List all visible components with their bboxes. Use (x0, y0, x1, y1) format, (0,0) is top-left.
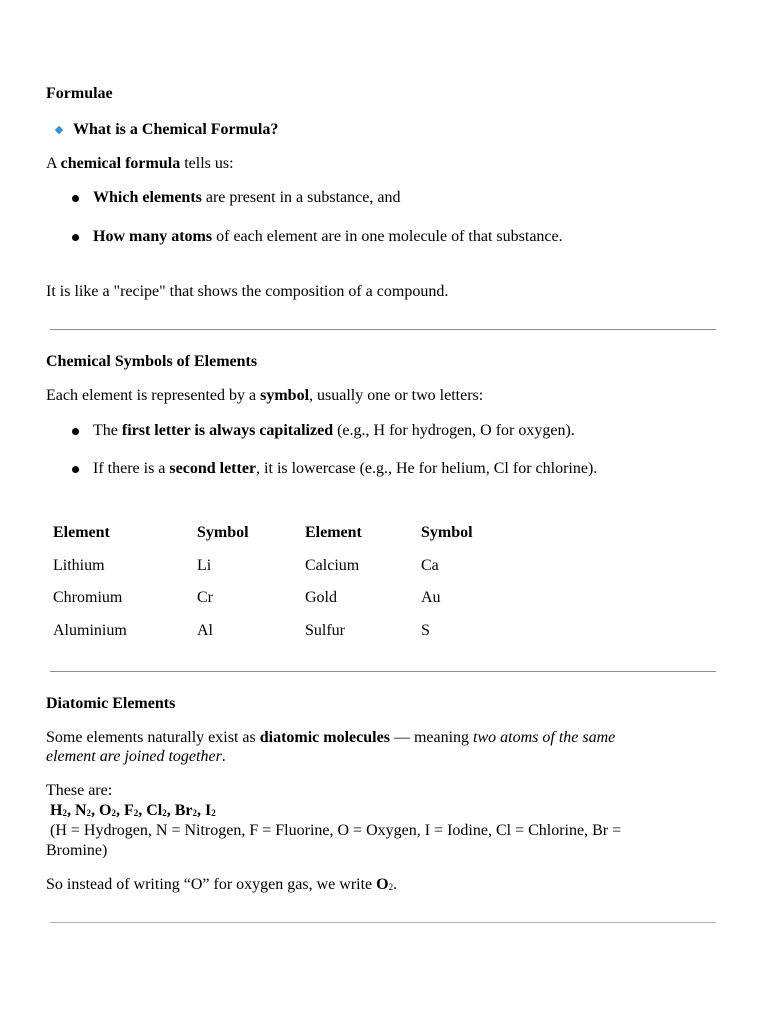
oxygen-subscript: 2 (388, 882, 394, 892)
formula-separator: , (166, 802, 175, 819)
table-cell: Ca (421, 556, 439, 574)
formula-subscript: 2 (162, 808, 167, 818)
bullet-text-tail: (e.g., H for hydrogen, O for oxygen). (333, 422, 575, 439)
bullet-bold: Which elements (93, 189, 202, 206)
bullet-bold: How many atoms (93, 228, 213, 245)
intro-italic: element are joined together (46, 748, 222, 765)
column-header: Symbol (421, 524, 473, 542)
bullet-second-letter (93, 459, 597, 479)
bullet-which-elements (93, 188, 400, 208)
horizontal-divider (50, 329, 716, 330)
chemical-formula-intro (46, 154, 234, 174)
bullet-bold: first letter is always capitalized (121, 422, 334, 439)
formula-separator: , (115, 802, 124, 819)
bullet-how-many-atoms (93, 227, 563, 247)
table-cell: Chromium (53, 589, 123, 607)
column-header: Element (305, 524, 362, 542)
formula-subscript: 2 (111, 808, 116, 818)
diatomic-intro-line2 (46, 747, 226, 767)
formula-subscript: 2 (62, 808, 67, 818)
element-legend-line1: (H = Hydrogen, N = Nitrogen, F = Fluorine, O = Oxygen, I = Iodine, Cl = Chlorine, Br = (50, 822, 622, 839)
bullet-bold: second letter (169, 460, 257, 477)
formula-symbol: Cl (146, 802, 163, 819)
table-cell: Gold (305, 589, 337, 607)
bullet-first-letter (93, 421, 575, 441)
table-header-row (46, 517, 501, 550)
dot-bullet-icon (72, 195, 79, 202)
diamond-bullet-icon (55, 126, 63, 134)
formula-separator: , (197, 802, 206, 819)
intro-period: . (221, 748, 226, 765)
formula-separator: , (66, 802, 75, 819)
formula-symbol: O (99, 802, 112, 819)
column-header: Element (53, 524, 110, 542)
bullet-text: The (93, 422, 122, 439)
formula-subscript: 2 (86, 808, 92, 818)
table-cell: Al (197, 621, 213, 639)
intro-text: Each element is represented by a (46, 387, 261, 404)
diatomic-formula-list (50, 801, 216, 822)
table-cell: Sulfur (305, 621, 345, 639)
table-row (46, 550, 501, 583)
subheading-what-is-chemical-formula: What is a Chemical Formula? (73, 121, 279, 138)
column-header: Symbol (197, 524, 249, 542)
symbols-intro (46, 386, 483, 406)
element-legend-line2: Bromine) (46, 842, 108, 859)
sentence-period: . (393, 876, 398, 893)
formula-symbol: H (50, 802, 63, 819)
oxygen-formula: O (376, 876, 389, 893)
these-are-label: These are: (46, 782, 113, 799)
table-row (46, 582, 501, 615)
intro-text-tail: tells us: (180, 155, 234, 172)
intro-text: Some elements naturally exist as (46, 729, 260, 746)
formula-subscript: 2 (192, 808, 198, 818)
intro-text-mid: — meaning (389, 729, 474, 746)
intro-bold-term: diatomic molecules (259, 729, 390, 746)
horizontal-divider (50, 922, 716, 923)
table-cell: Au (421, 589, 441, 607)
table-row (46, 615, 501, 648)
bullet-text-tail: , it is lowercase (e.g., He for helium, Cl for chlorine). (256, 460, 598, 477)
intro-italic: two atoms of the same (473, 729, 616, 746)
table-cell: Aluminium (53, 621, 127, 639)
horizontal-divider (50, 671, 716, 672)
intro-text: A (46, 155, 61, 172)
heading-formulae: Formulae (46, 85, 113, 102)
formula-separator: , (91, 802, 100, 819)
diatomic-intro-line1 (46, 728, 615, 748)
table-cell: S (421, 621, 430, 639)
bullet-text: If there is a (93, 460, 170, 477)
table-cell: Calcium (305, 556, 360, 574)
table-cell: Lithium (53, 556, 105, 574)
bullet-text: are present in a substance, and (201, 189, 401, 206)
dot-bullet-icon (72, 428, 79, 435)
dot-bullet-icon (72, 466, 79, 473)
recipe-sentence: It is like a "recipe" that shows the composition of a compound. (46, 283, 449, 300)
formula-subscript: 2 (133, 808, 139, 818)
intro-bold-term: chemical formula (60, 155, 181, 172)
bullet-text: of each element are in one molecule of that substance. (212, 228, 563, 245)
heading-diatomic-elements: Diatomic Elements (46, 695, 176, 712)
formula-subscript: 2 (211, 808, 216, 818)
intro-bold-term: symbol (260, 387, 310, 404)
oxygen-gas-sentence (46, 875, 397, 896)
intro-text-tail: , usually one or two letters: (309, 387, 484, 404)
table-cell: Li (197, 556, 212, 574)
sentence-text: So instead of writing “O” for oxygen gas, we write (46, 876, 377, 893)
heading-chemical-symbols: Chemical Symbols of Elements (46, 353, 258, 370)
element-symbol-table (46, 517, 501, 647)
table-cell: Cr (197, 589, 213, 607)
formula-symbol: I (205, 802, 212, 819)
formula-symbol: F (123, 802, 134, 819)
formula-symbol: N (74, 802, 87, 819)
formula-separator: , (138, 802, 147, 819)
dot-bullet-icon (72, 234, 79, 241)
formula-symbol: Br (174, 802, 193, 819)
